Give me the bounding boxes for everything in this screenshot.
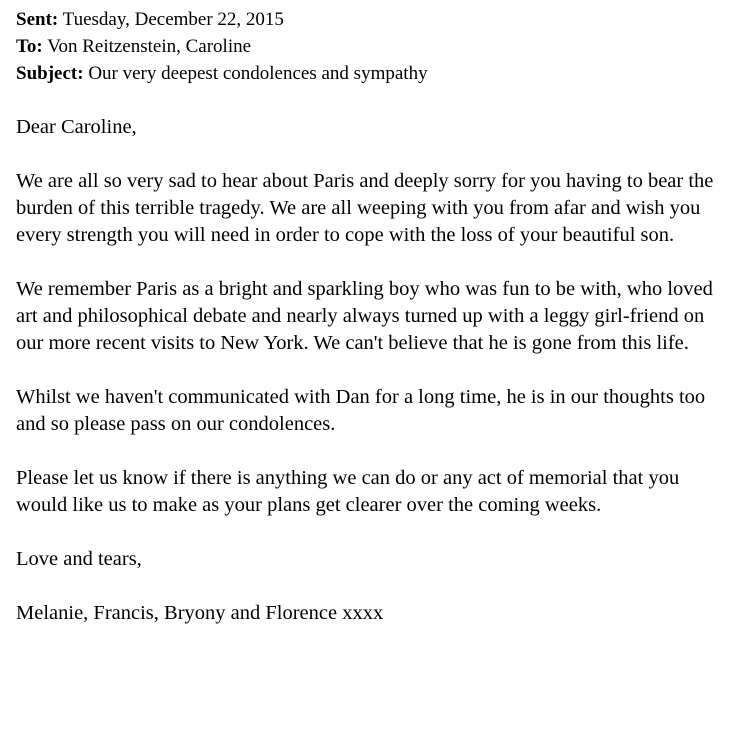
body-paragraph: Please let us know if there is anything we can do or any act of memorial that you would like us to make as your plans get clearer over the coming weeks.: [16, 467, 680, 516]
email-document: [16, 6, 731, 627]
to-value: Von Reitzenstein, Caroline: [47, 36, 252, 57]
to-label: To:: [16, 36, 43, 57]
closing: Love and tears,: [16, 548, 142, 570]
email-header: [16, 6, 731, 87]
greeting: Dear Caroline,: [16, 116, 137, 138]
sent-label: Sent:: [16, 9, 59, 30]
subject-value: Our very deepest condolences and sympathy: [88, 63, 428, 84]
to-line: [16, 33, 731, 60]
body-paragraph: We remember Paris as a bright and sparkling boy who was fun to be with, who loved art and philosophical debate and nearly always turned up with a leggy girl-friend on our more recent visits to New York. We can't believe that he is gone from this life.: [16, 278, 713, 354]
subject-line: [16, 60, 731, 87]
sent-line: [16, 6, 731, 33]
subject-label: Subject:: [16, 63, 84, 84]
signature: Melanie, Francis, Bryony and Florence xxxx: [16, 602, 384, 624]
body-paragraph: We are all so very sad to hear about Paris and deeply sorry for you having to bear the burden of this terrible tragedy. We are all weeping with you from afar and wish you every strength you will need in order to cope with the loss of your beautiful son.: [16, 170, 714, 246]
sent-value: Tuesday, December 22, 2015: [62, 9, 284, 30]
body-paragraph: Whilst we haven't communicated with Dan for a long time, he is in our thoughts too and so please pass on our condolences.: [16, 386, 706, 435]
